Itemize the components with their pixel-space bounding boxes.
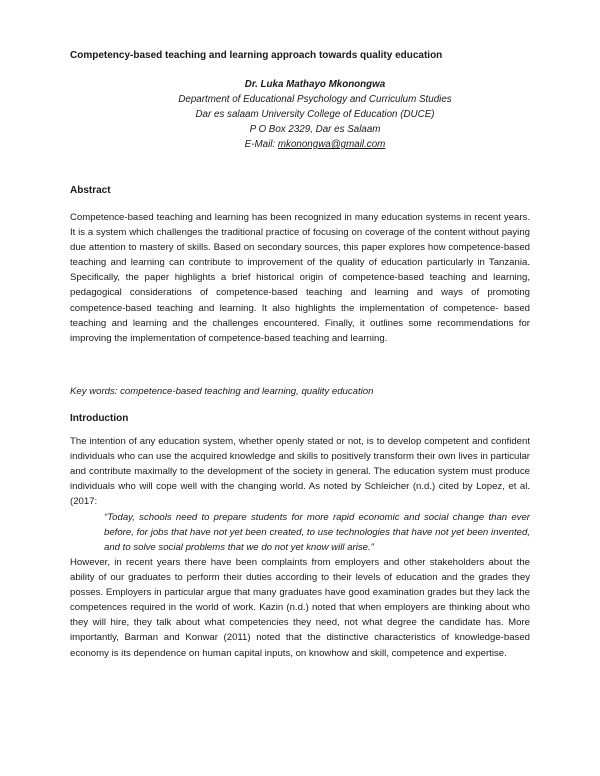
intro-quote: “Today, schools need to prepare students for more rapid economic and social change than ever before, for jobs that have not yet been created, to use technologies that have not yet been invented, and to solve social problems that we do not yet know will arise.” [104,512,530,554]
abstract-text: Competence-based teaching and learning has been recognized in many education systems in recent years. It is a system which challenges the traditional practice of focusing on coverage of the content without paying due attention to mastery of skills. Based on secondary sources, this paper explores how competence-based teaching and learning can contribute to improvement of the quality of education particularly in Tanzania. Specifically, the paper highlights a brief historical origin of competence-based teaching and learning, pedagogical considerations of competence-based teaching and learning and ways of promoting competence-based teaching and learning. It also highlights the implementation of competence- based teaching and learning and the challenges encountered. Finally, it outlines some recommendations for improving the implementation of competence-based teaching and learning. [70,212,530,344]
paper-title: Competency-based teaching and learning approach towards quality education [70,50,443,61]
abstract-heading: Abstract [70,185,111,196]
intro-paragraph-1: The intention of any education system, whether openly stated or not, is to develop competent and confident individuals who can use the acquired knowledge and skills to positively transform their own lives in particular and contribute maximally to the development of the society in general. The education system must produce individuals who will cope well with the changing world. As noted by Schleicher (n.d.) cited by Lopez, et al. (2017: [70,436,530,508]
author-name: Dr. Luka Mathayo Mkonongwa [244,79,386,90]
author-block [120,77,510,152]
keywords: Key words: competence-based teaching and learning, quality education [70,386,374,397]
author-department: Department of Educational Psychology and Curriculum Studies [178,94,452,105]
author-email-line [120,137,510,152]
introduction-heading: Introduction [70,413,129,424]
email-label: E-Mail: [244,139,276,150]
author-institution: Dar es salaam University College of Education (DUCE) [195,109,435,120]
intro-paragraph-2: However, in recent years there have been complaints from employers and other stakeholders about the ability of our graduates to perform their duties according to their levels of education and the grades they posses. Employers in particular argue that many graduates have good examination grades but they lack the competences required in the world of work. Kazin (n.d.) noted that when employers are thinking about who they will hire, they talk about what competencies they need, not what degree the candidate has. More importantly, Barman and Konwar (2011) noted that the distinctive characteristics of knowledge-based economy is its dependence on human capital inputs, on knowhow and skill, competence and expertise. [70,557,530,659]
author-address: P O Box 2329, Dar es Salaam [249,124,381,135]
email-link[interactable]: mkonongwa@gmail.com [277,139,386,150]
